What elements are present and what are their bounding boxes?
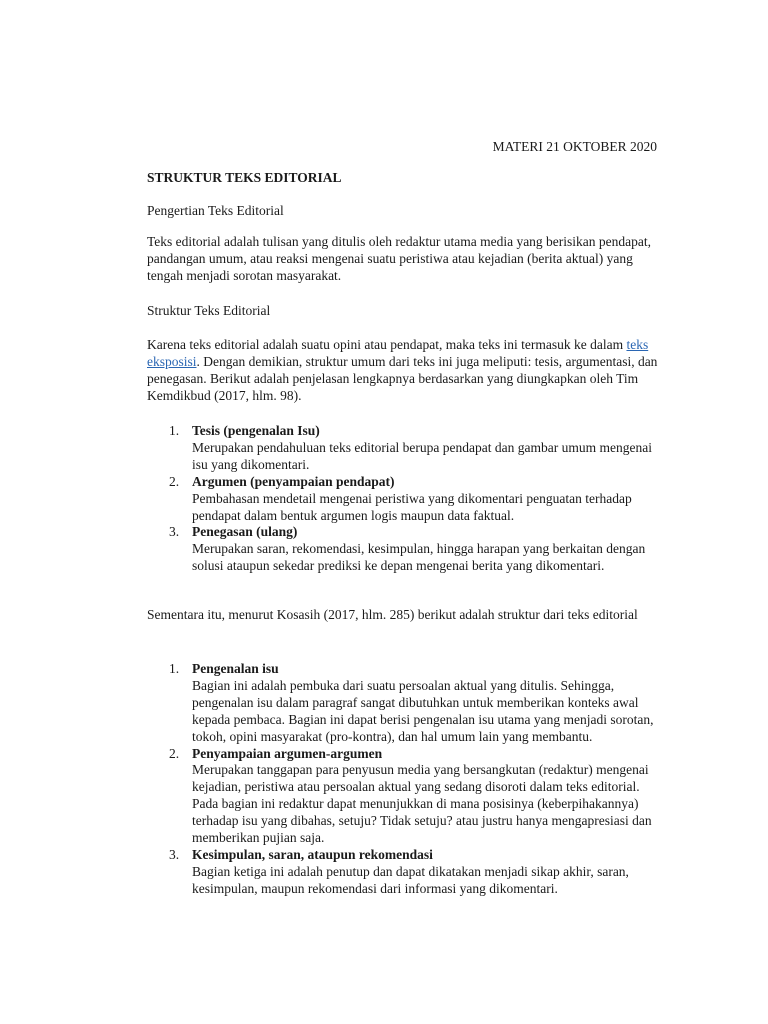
definition-paragraph: Teks editorial adalah tulisan yang ditulis oleh redaktur utama media yang berisikan pendapat, pandangan umum, atau reaksi mengenai suatu peristiwa atau kejadian (berita aktual) yang tengah menjadi sorotan masyarakat. xyxy=(147,234,652,283)
list-item-title: Penegasan (ulang) xyxy=(192,524,298,540)
date-line: MATERI 21 OKTOBER 2020 xyxy=(492,139,657,154)
list-item-title: Pengenalan isu xyxy=(192,661,279,676)
document-title: STRUKTUR TEKS EDITORIAL xyxy=(147,170,342,185)
structure-intro-text-after: . Dengan demikian, struktur umum dari teks ini juga meliputi: tesis, argumentasi, dan penegasan. Berikut adalah penjelasan lengkapnya berdasarkan yang diungkapkan oleh Tim Kemdikbud (2017, hlm. 98). xyxy=(147,353,658,403)
list-item-number: 1. xyxy=(169,661,180,676)
list-item xyxy=(147,474,659,525)
list-item-body: Merupakan tanggapan para penyusun media yang bersangkutan (redaktur) mengenai kejadian, peristiwa atau persoalan aktual yang sedang disoroti dalam teks editorial. Pada bagian ini redaktur dapat menunjukkan di mana posisinya (keberpihakannya) terhadap isu yang dibahas, setuju? Tidak setuju? atau justru hanya mengapresiasi dan memberikan pujian saja. xyxy=(192,762,652,846)
kosasih-structure-list xyxy=(147,661,659,898)
list-item xyxy=(147,423,659,474)
teks-eksposisi-link[interactable]: teks eksposisi xyxy=(147,337,649,369)
list-item-number: 2. xyxy=(169,745,180,761)
list-item-body: Pembahasan mendetail mengenai peristiwa yang dikomentari penguatan terhadap pendapat dalam bentuk argumen logis maupun data faktual. xyxy=(192,490,632,523)
list-item-title: Kesimpulan, saran, ataupun rekomendasi xyxy=(192,846,433,862)
list-item-number: 1. xyxy=(169,423,180,438)
list-item-body: Bagian ini adalah pembuka dari suatu persoalan aktual yang ditulis. Sehingga, pengenalan isu dalam paragraf sangat dibutuhkan untuk memberikan konteks awal kepada pembaca. Bagian ini dapat berisi pengenalan isu utama yang menjadi sorotan, tokoh, opini masyarakat (pro-kontra), dan hal umum lain yang membantu. xyxy=(192,677,654,744)
list-item-title: Penyampaian argumen-argumen xyxy=(192,745,383,761)
list-item-body: Merupakan saran, rekomendasi, kesimpulan, hingga harapan yang berkaitan dengan solusi ataupun sekedar prediksi ke depan mengenai berita yang dikomentari. xyxy=(192,541,646,574)
structure-intro-text-before: Karena teks editorial adalah suatu opini atau pendapat, maka teks ini termasuk ke dalam xyxy=(147,337,627,352)
list-item xyxy=(147,661,659,746)
list-item-title: Argumen (penyampaian pendapat) xyxy=(192,473,395,489)
list-item-number: 3. xyxy=(169,846,180,862)
kemdikbud-structure-list xyxy=(147,423,659,575)
list-item-title: Tesis (pengenalan Isu) xyxy=(192,423,320,438)
list-item xyxy=(147,847,659,898)
definition-heading: Pengertian Teks Editorial xyxy=(147,203,284,218)
list-item-number: 2. xyxy=(169,473,180,489)
list-item xyxy=(147,746,659,847)
list-item xyxy=(147,524,659,575)
list-item-number: 3. xyxy=(169,524,180,540)
list-item-body: Bagian ketiga ini adalah penutup dan dapat dikatakan menjadi sikap akhir, saran, kesimpulan, maupun rekomendasi dari informasi yang dikomentari. xyxy=(192,863,629,896)
kosasih-intro-paragraph: Sementara itu, menurut Kosasih (2017, hlm. 285) berikut adalah struktur dari teks editorial xyxy=(147,607,638,622)
list-item-body: Merupakan pendahuluan teks editorial berupa pendapat dan gambar umum mengenai isu yang dikomentari. xyxy=(192,439,652,472)
structure-intro-paragraph xyxy=(147,337,659,405)
structure-heading: Struktur Teks Editorial xyxy=(147,303,271,318)
